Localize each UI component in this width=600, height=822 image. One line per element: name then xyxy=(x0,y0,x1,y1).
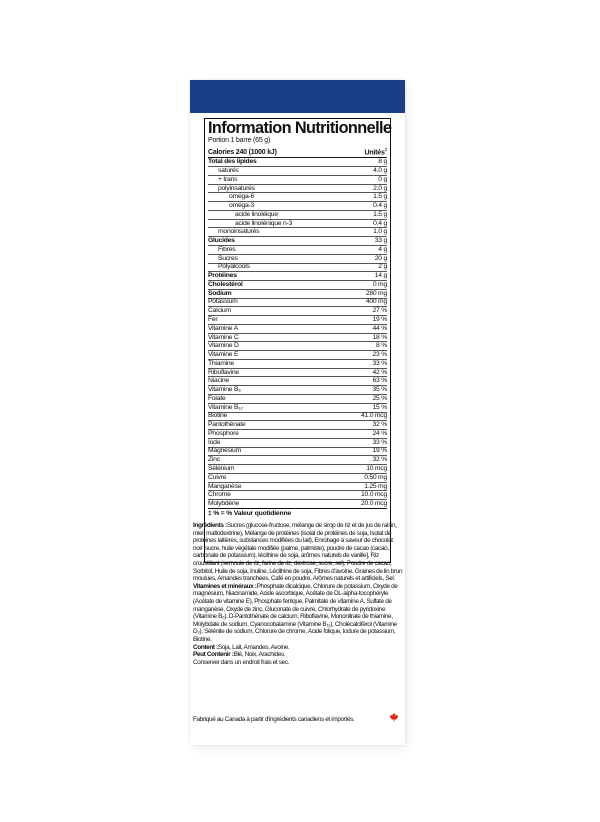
nutrient-row xyxy=(208,193,387,202)
nutrition-title: Information Nutritionnelle xyxy=(208,119,392,137)
nutrient-value: 8 % xyxy=(376,342,387,350)
nutrient-row xyxy=(208,158,387,167)
nutrient-value: 10.0 mcg xyxy=(361,491,387,499)
ingredients-label: Ingrédients : xyxy=(193,522,227,529)
nutrient-value: 19 % xyxy=(372,447,387,455)
nutrient-value: 20 g xyxy=(374,254,387,262)
nutrient-name: Sélénium xyxy=(208,465,235,473)
nutrient-name: Folate xyxy=(208,394,226,402)
nutrient-row xyxy=(208,167,387,176)
nutrient-value: 0.50 mg xyxy=(364,473,387,481)
nutrient-name: Fibres xyxy=(218,245,236,253)
nutrient-value: 33 % xyxy=(372,438,387,446)
nutrient-name: Vitamine A xyxy=(208,324,238,332)
nutrient-name: Phosphore xyxy=(208,429,239,437)
nutrient-row xyxy=(208,360,387,369)
nutrient-name: Cuivre xyxy=(208,473,227,481)
nutrient-row xyxy=(208,211,387,220)
contains-text: Soja, Lait, Amandes, Avoine. xyxy=(217,643,290,651)
contains-label: Content : xyxy=(193,643,218,651)
nutrient-name: oméga-6 xyxy=(229,193,255,201)
nutrient-name: + trans xyxy=(218,175,238,183)
nutrient-row xyxy=(208,272,387,281)
nutrient-row xyxy=(208,299,387,308)
portion-size: Portion 1 barre (65 g) xyxy=(208,137,271,144)
nutrient-value: 2.0 g xyxy=(373,184,387,192)
nutrient-row xyxy=(208,474,387,483)
nutrient-value: 44 % xyxy=(372,324,387,332)
nutrient-row xyxy=(208,290,387,299)
nutrient-name: Total des lipides xyxy=(208,158,257,166)
calories-row xyxy=(208,145,387,158)
made-in-canada-note: Fabriqué au Canada à partir d'ingrédients canadiens et importés. xyxy=(193,716,355,723)
nutrient-name: Thiamine xyxy=(208,359,234,367)
nutrient-row xyxy=(208,439,387,448)
contains-paragraph xyxy=(193,644,403,652)
nutrient-name: saturés xyxy=(218,166,239,174)
units-header: Unités‡ xyxy=(364,147,387,157)
nutrient-value: 42 % xyxy=(372,368,387,376)
storage-instructions: Conserver dans un endroit frais et sec. xyxy=(193,658,290,666)
nutrient-value: 32 % xyxy=(372,421,387,429)
nutrition-facts-table xyxy=(204,118,391,563)
vitamins-label: Vitamines et minéraux : xyxy=(193,582,257,590)
nutrient-name: Fer xyxy=(208,316,218,323)
nutrient-name: Potassium xyxy=(208,298,238,306)
nutrient-name: Pantothénate xyxy=(208,421,246,429)
product-package xyxy=(190,80,405,745)
nutrient-value: 8 g xyxy=(378,158,387,166)
nutrient-value: 4 g xyxy=(378,245,387,253)
nutrient-row xyxy=(208,246,387,255)
nutrient-value: 63 % xyxy=(372,377,387,385)
nutrient-row xyxy=(208,237,387,246)
nutrient-name: Biotine xyxy=(208,412,228,420)
nutrient-name: oméga-3 xyxy=(229,202,255,210)
ingredients-text: Sucres (glucose-fructose, mélange de sirop de riz et de jus de raisin, miel, maltodextrine), Mélange de protéines (isolat de protéines de soja, Isolat de protéines laitières, substances modifiées du lait), Enrobage à saveur de chocolat noir [sucre, huile végétale modifiée (palme, palmiste), poudre de cacao (cacao, carbonate de potassium), lécithine de soja, arômes naturels de vanille], Riz croustillant (semoule de riz, farine de riz, dextrose, sucre, sel), Poudre de cacao, Sorbitol, Huile de soja, Inuline, Lécithine de soja, Fibres d'avoine, Graines de lin brun moulues, Amandes tranchées, Café en poudre, Arômes naturels et artificiels, Sel. xyxy=(193,522,403,583)
nutrient-row xyxy=(208,176,387,185)
nutrient-value: 32 % xyxy=(372,456,387,464)
nutrient-value: 1.0 g xyxy=(373,228,387,236)
nutrient-row xyxy=(208,334,387,343)
nutrient-row xyxy=(208,369,387,378)
nutrient-value: 0 g xyxy=(378,175,387,183)
nutrient-row xyxy=(208,413,387,422)
ingredients-section xyxy=(193,522,403,666)
nutrient-name: Vitamine B₁₂ xyxy=(208,403,243,411)
nutrient-row xyxy=(208,377,387,386)
nutrient-row xyxy=(208,220,387,229)
nutrient-value: 15 % xyxy=(372,403,387,411)
may-contain-label: Peut Contenir : xyxy=(193,651,234,659)
nutrient-row xyxy=(208,491,387,500)
nutrient-value: 24 % xyxy=(372,429,387,437)
nutrient-row xyxy=(208,202,387,211)
units-marker: ‡ xyxy=(384,147,387,152)
nutrient-row xyxy=(208,228,387,237)
vitamins-paragraph xyxy=(193,583,403,644)
nutrient-name: Chrome xyxy=(208,491,231,499)
nutrient-row xyxy=(208,430,387,439)
nutrient-name: Riboflavine xyxy=(208,368,239,376)
nutrient-row xyxy=(208,351,387,360)
nutrient-value: 27 % xyxy=(372,307,387,315)
nutrient-row xyxy=(208,386,387,395)
daily-value-footnote: ‡ % = % Valeur quotidienne xyxy=(208,509,291,517)
nutrient-value: 23 % xyxy=(372,351,387,359)
nutrient-row xyxy=(208,448,387,457)
nutrient-name: Vitamine C xyxy=(208,333,239,341)
nutrient-name: Polyalcools xyxy=(218,263,250,271)
nutrient-value: 35 % xyxy=(372,386,387,394)
nutrient-row xyxy=(208,255,387,264)
nutrient-value: 14 g xyxy=(374,272,387,280)
nutrient-name: polyinsaturés xyxy=(218,184,255,192)
nutrient-row xyxy=(208,456,387,465)
vitamins-text: Phosphate dicalcique, Chlorure de potassium, Oxyde de magnésium, Niacinamide, Acide ascorbique, Acétate de DL-alpha-tocophéryle (Acétate de vitamine E), Phosphate ferrique, Palmitate de vitamine A, Sulfate de manganèse, Oxyde de zinc, Gluconate de cuivre, Chlorhydrate de pyridoxine (Vitamine B₆), D-Pantothénate de calcium, Riboflavine, Mononitrate de thiamine, Molybdate de sodium, Cyanocobalamine (Vitamine B₁₂), Cholécalciférol (Vitamine D₃), Sélénite de sodium, Chlorure de chrome, Acide folique, Iodure de potassium, Biotine. xyxy=(193,582,398,643)
nutrient-value: 4.0 g xyxy=(373,166,387,174)
maple-leaf-icon xyxy=(389,712,399,722)
nutrient-value: 33 % xyxy=(372,359,387,367)
nutrient-value: 20.0 mcg xyxy=(361,500,387,508)
nutrient-value: 1.5 g xyxy=(373,210,387,218)
nutrient-name: Protéines xyxy=(208,272,237,280)
nutrient-value: 19 % xyxy=(372,316,387,323)
nutrient-name: Iode xyxy=(208,438,221,446)
nutrient-value: 1.5 g xyxy=(373,193,387,201)
nutrient-name: Cholestérol xyxy=(208,280,243,288)
nutrient-row xyxy=(208,465,387,474)
nutrient-value: 2 g xyxy=(378,263,387,271)
nutrient-row xyxy=(208,500,387,509)
nutrient-name: acide linoléique xyxy=(235,210,278,218)
nutrient-row xyxy=(208,281,387,290)
nutrient-name: Vitamine E xyxy=(208,351,239,359)
nutrient-name: Magnésium xyxy=(208,447,241,455)
nutrient-value: 280 mg xyxy=(365,289,387,297)
nutrient-name: Niacine xyxy=(208,377,229,385)
ingredients-paragraph xyxy=(193,522,403,583)
nutrient-row xyxy=(208,325,387,334)
nutrient-row xyxy=(208,421,387,430)
nutrient-value: 33 g xyxy=(374,237,387,245)
nutrient-value: 18 % xyxy=(372,333,387,341)
nutrient-name: Sodium xyxy=(208,289,232,297)
nutrient-name: Manganèse xyxy=(208,482,242,490)
nutrient-name: Calcium xyxy=(208,307,231,315)
may-contain-text: Blé, Noix, Arachides. xyxy=(233,651,286,659)
nutrient-row xyxy=(208,483,387,492)
nutrient-value: 0.4 g xyxy=(373,219,387,227)
nutrient-value: 1.25 mg xyxy=(364,482,387,490)
nutrient-value: 0.4 g xyxy=(373,202,387,210)
nutrient-value: 0 mg xyxy=(372,280,387,288)
nutrient-value: 10 mcg xyxy=(366,465,387,473)
nutrient-name: Zinc xyxy=(208,456,220,464)
nutrient-row xyxy=(208,395,387,404)
nutrient-name: monoinsaturés xyxy=(218,228,260,236)
nutrient-row xyxy=(208,316,387,325)
nutrient-name: Sucres xyxy=(218,254,238,262)
nutrient-name: Vitamine D xyxy=(208,342,239,350)
nutrient-row xyxy=(208,307,387,316)
calories-label: Calories 240 (1000 kJ) xyxy=(208,149,277,157)
nutrient-list xyxy=(208,158,387,509)
nutrient-name: Glucides xyxy=(208,237,235,245)
nutrient-row xyxy=(208,185,387,194)
may-contain-paragraph xyxy=(193,651,403,659)
nutrient-row xyxy=(208,264,387,273)
brand-color-band xyxy=(190,80,405,113)
nutrient-value: 400 mg xyxy=(365,298,387,306)
nutrient-row xyxy=(208,404,387,413)
nutrient-name: Molybdène xyxy=(208,500,240,508)
nutrient-value: 25 % xyxy=(372,394,387,402)
nutrient-name: acide linolénique n-3 xyxy=(235,219,293,227)
nutrient-name: Vitamine B₆ xyxy=(208,386,241,394)
nutrient-row xyxy=(208,342,387,351)
nutrient-value: 41.0 mcg xyxy=(361,412,387,420)
